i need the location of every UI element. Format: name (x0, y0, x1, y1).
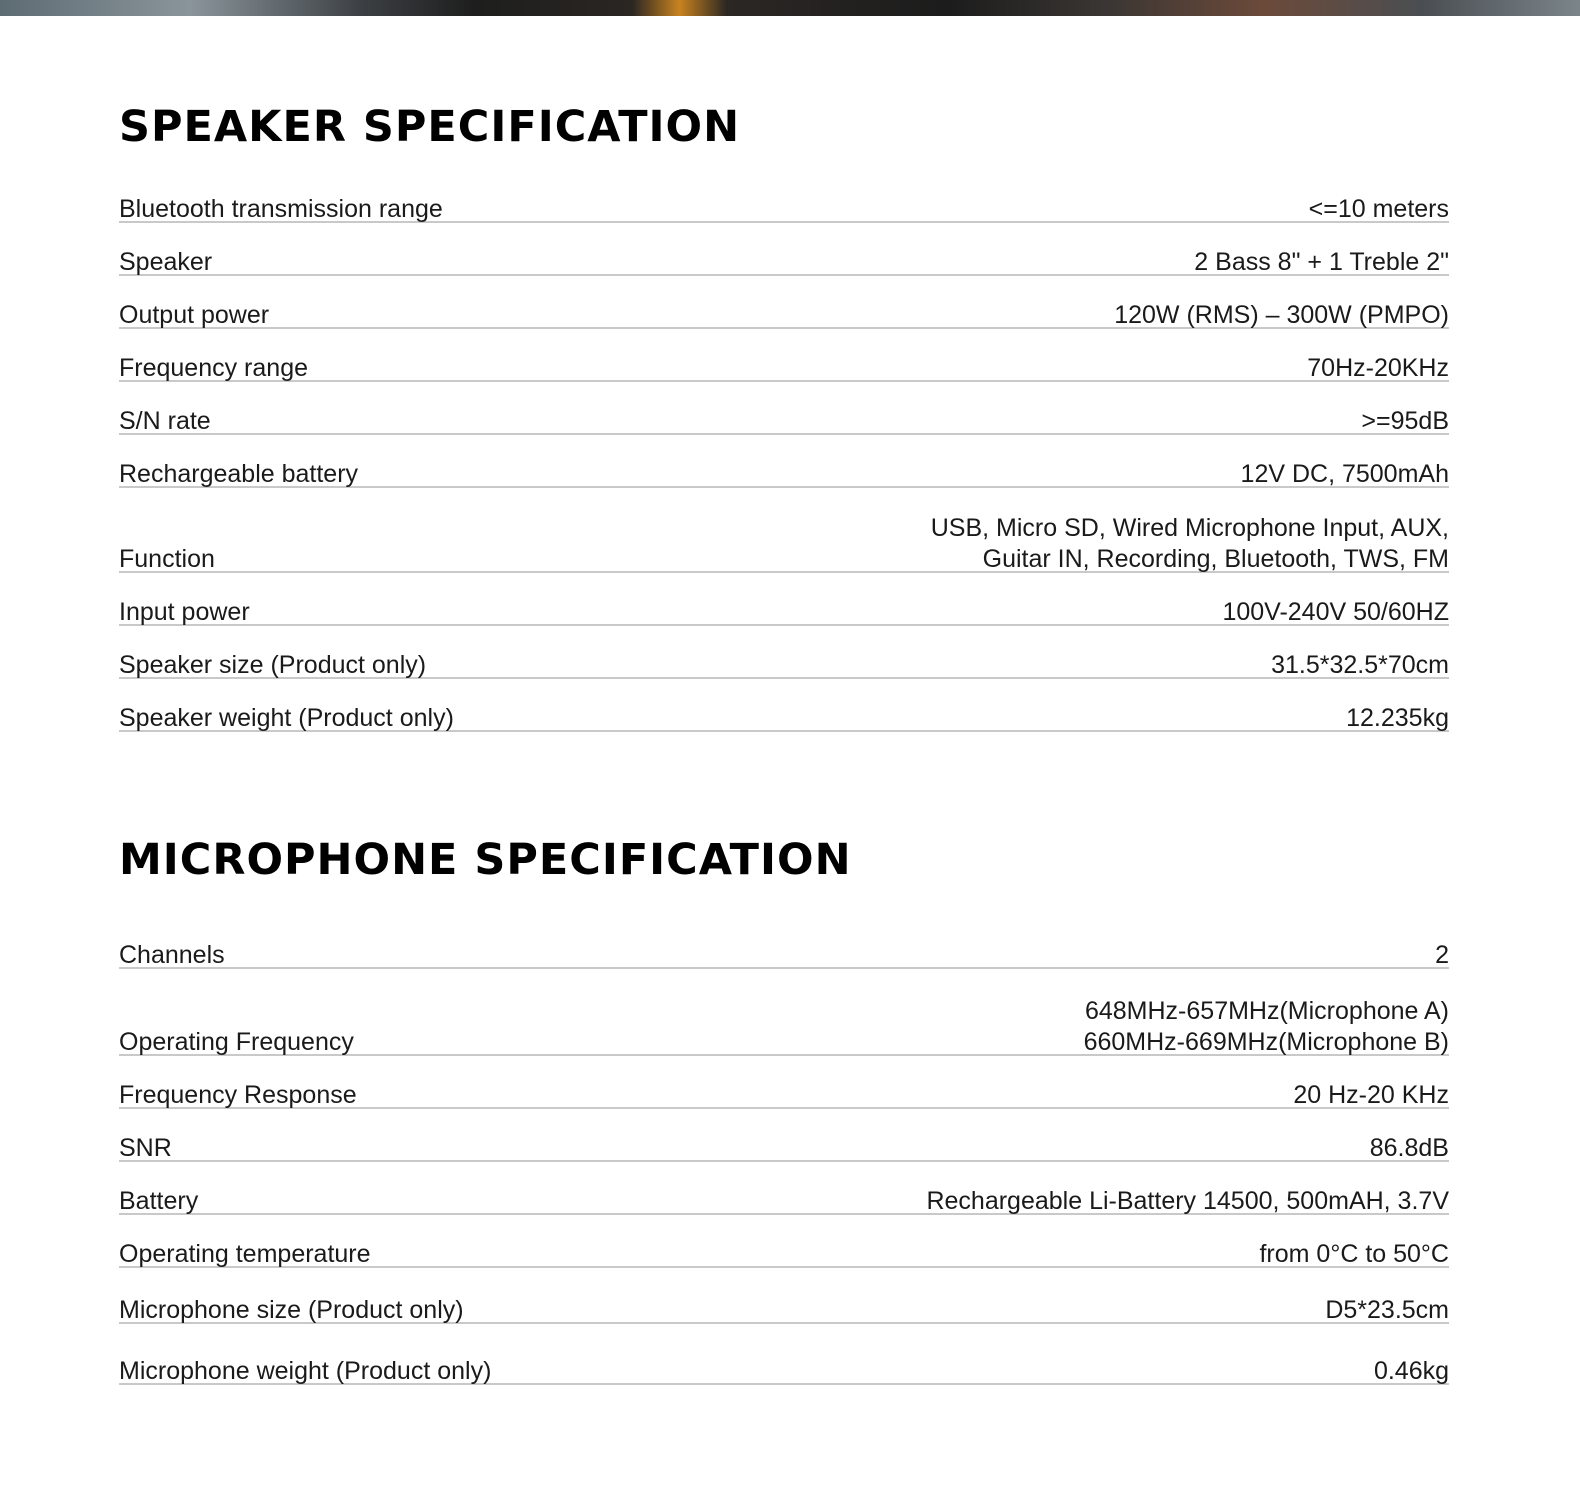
spec-label: Microphone weight (Product only) (119, 1357, 492, 1385)
spec-label: Microphone size (Product only) (119, 1296, 464, 1324)
spec-value: 12.235kg (1346, 704, 1449, 732)
speaker-spec-title: SPEAKER SPECIFICATION (119, 102, 741, 152)
microphone-spec-section (119, 0, 1449, 1400)
spec-label: Speaker weight (Product only) (119, 704, 454, 732)
spec-value: 86.8dB (1369, 1134, 1449, 1162)
spec-label: Function (119, 545, 215, 573)
spec-value: USB, Micro SD, Wired Microphone Input, AUX, Guitar IN, Recording, Bluetooth, TWS, FM (930, 514, 1449, 573)
spec-row-operating-frequency (119, 992, 1449, 1056)
spec-label: Battery (119, 1187, 199, 1215)
spec-value: >=95dB (1361, 407, 1449, 435)
microphone-spec-title: MICROPHONE SPECIFICATION (119, 835, 852, 885)
spec-row-battery (119, 1182, 1449, 1215)
spec-value: 70Hz-20KHz (1307, 354, 1449, 382)
spec-label: Channels (119, 941, 225, 969)
spec-value: 648MHz-657MHz(Microphone A) 660MHz-669MHz(Microphone B) (1083, 997, 1449, 1056)
spec-label: Output power (119, 301, 270, 329)
spec-label: Frequency range (119, 354, 309, 382)
spec-label: Speaker size (Product only) (119, 651, 427, 679)
spec-value: 2 Bass 8" + 1 Treble 2" (1194, 248, 1449, 276)
spec-value: Rechargeable Li-Battery 14500, 500mAH, 3.7V (926, 1187, 1449, 1215)
spec-row-microphone-size (119, 1291, 1449, 1324)
spec-value: 120W (RMS) – 300W (PMPO) (1114, 301, 1449, 329)
spec-value: 2 (1435, 941, 1449, 969)
spec-label: Bluetooth transmission range (119, 195, 443, 223)
spec-value: 12V DC, 7500mAh (1240, 460, 1449, 488)
spec-value: 20 Hz-20 KHz (1293, 1081, 1449, 1109)
spec-label: SNR (119, 1134, 172, 1162)
spec-label: Operating temperature (119, 1240, 371, 1268)
spec-row-snr (119, 1129, 1449, 1162)
spec-value: 31.5*32.5*70cm (1271, 651, 1449, 679)
spec-row-frequency-response (119, 1076, 1449, 1109)
spec-value: D5*23.5cm (1325, 1296, 1449, 1324)
spec-value: 100V-240V 50/60HZ (1222, 598, 1449, 626)
spec-label: Frequency Response (119, 1081, 357, 1109)
spec-row-microphone-weight (119, 1352, 1449, 1385)
spec-value: 0.46kg (1373, 1357, 1449, 1385)
spec-row-operating-temperature (119, 1235, 1449, 1268)
spec-label: S/N rate (119, 407, 211, 435)
spec-label: Operating Frequency (119, 1028, 354, 1056)
spec-value: from 0°C to 50°C (1259, 1240, 1449, 1268)
spec-label: Rechargeable battery (119, 460, 359, 488)
spec-value: <=10 meters (1308, 195, 1449, 223)
spec-row-channels (119, 936, 1449, 969)
spec-label: Speaker (119, 248, 213, 276)
spec-label: Input power (119, 598, 250, 626)
